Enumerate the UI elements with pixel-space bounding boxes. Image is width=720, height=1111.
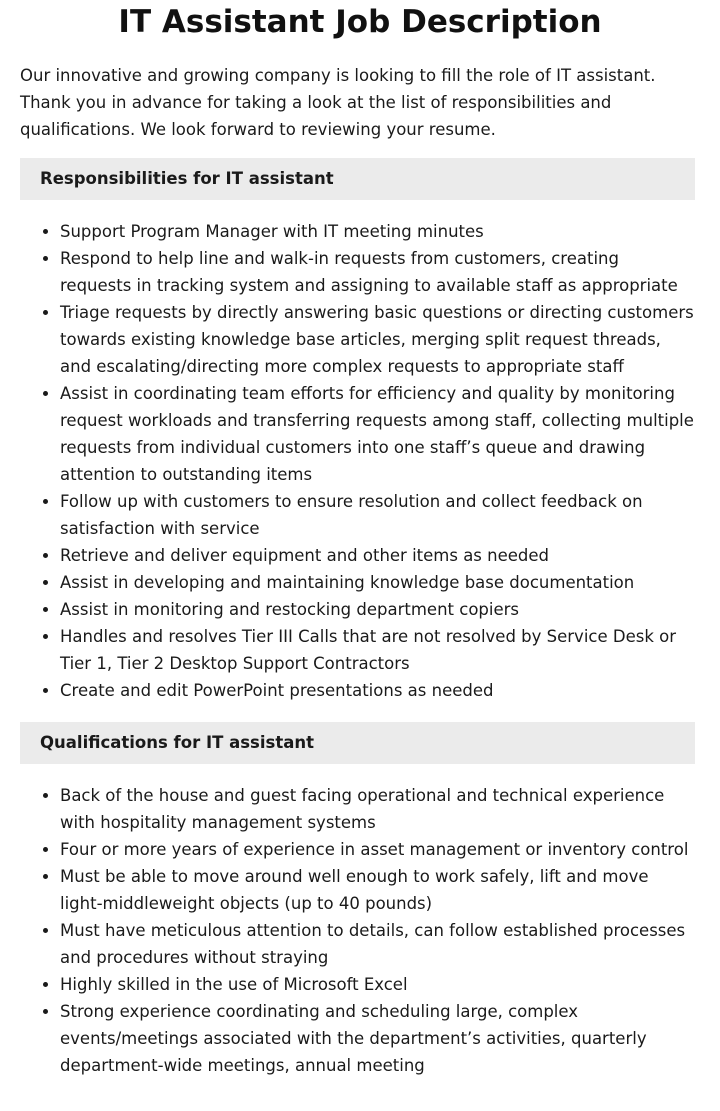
list-item: Back of the house and guest facing operational and technical experience with hospitality management systems (60, 782, 695, 836)
page-title: IT Assistant Job Description (118, 4, 602, 40)
list-item: Assist in developing and maintaining knowledge base documentation (60, 569, 695, 596)
list-item: Must be able to move around well enough to work safely, lift and move light-middleweight objects (up to 40 pounds) (60, 863, 695, 917)
list-item: Respond to help line and walk-in requests from customers, creating requests in tracking system and assigning to available staff as appropriate (60, 245, 695, 299)
list-item: Must have meticulous attention to details, can follow established processes and procedures without straying (60, 917, 695, 971)
intro-paragraph: Our innovative and growing company is looking to fill the role of IT assistant. Thank you in advance for taking a look at the list of responsibilities and qualifications. We look forward to reviewing your resume. (20, 66, 656, 139)
list-item: Highly skilled in the use of Microsoft Excel (60, 971, 695, 998)
list-item: Support Program Manager with IT meeting minutes (60, 218, 695, 245)
qualifications-heading: Qualifications for IT assistant (20, 722, 695, 764)
list-item: Strong experience coordinating and scheduling large, complex events/meetings associated with the department’s activities, quarterly department-wide meetings, annual meeting (60, 998, 695, 1079)
list-item: Follow up with customers to ensure resolution and collect feedback on satisfaction with service (60, 488, 695, 542)
list-item: Create and edit PowerPoint presentations as needed (60, 677, 695, 704)
responsibilities-list (20, 218, 695, 704)
qualifications-list (20, 782, 695, 1079)
responsibilities-heading: Responsibilities for IT assistant (20, 158, 695, 200)
list-item: Assist in coordinating team efforts for efficiency and quality by monitoring request workloads and transferring requests among staff, collecting multiple requests from individual customers into one staff’s queue and drawing attention to outstanding items (60, 380, 695, 488)
list-item: Handles and resolves Tier III Calls that are not resolved by Service Desk or Tier 1, Tier 2 Desktop Support Contractors (60, 623, 695, 677)
list-item: Retrieve and deliver equipment and other items as needed (60, 542, 695, 569)
list-item: Assist in monitoring and restocking department copiers (60, 596, 695, 623)
list-item: Triage requests by directly answering basic questions or directing customers towards existing knowledge base articles, merging split request threads, and escalating/directing more complex requests to appropriate staff (60, 299, 695, 380)
list-item: Four or more years of experience in asset management or inventory control (60, 836, 695, 863)
